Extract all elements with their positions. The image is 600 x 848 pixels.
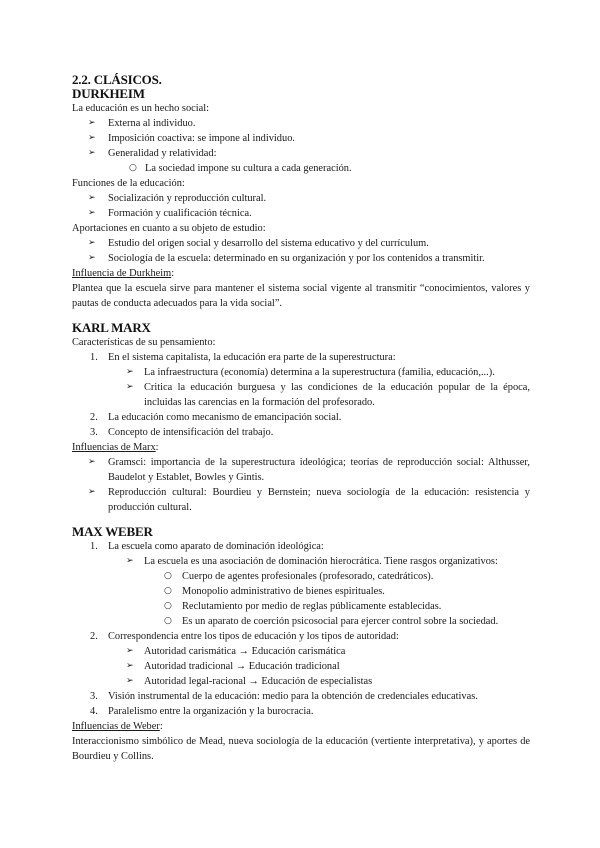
marx-heading: KARL MARX [72, 320, 151, 335]
arrow-bullet-icon: ➢ [88, 193, 96, 203]
list-item: ➢ Autoridad carismática → Educación carismática [126, 646, 346, 657]
marx-intro: Características de su pensamiento: [72, 337, 216, 348]
arrow-bullet-icon: ➢ [126, 556, 134, 566]
list-item: ○ Cuerpo de agentes profesionales (profesorado, catedráticos). [164, 571, 434, 582]
arrow-bullet-icon: ➢ [88, 487, 96, 497]
document-page [72, 73, 530, 764]
durkheim-influence-heading: Influencia de Durkheim: [72, 268, 175, 279]
arrow-bullet-icon: ➢ [88, 118, 96, 128]
arrow-bullet-icon: ➢ [126, 661, 134, 671]
list-item: ➢ Gramsci: importancia de la superestructura ideológica; teorías de reproducción social: Althusser, Baudelot y Establet, Bowles y Gintis. [88, 457, 530, 483]
durkheim-heading: DURKHEIM [72, 86, 145, 101]
list-item: 2. La educación como mecanismo de emancipación social. [90, 412, 342, 423]
durkheim-contrib-label: Aportaciones en cuanto a su objeto de estudio: [72, 223, 266, 234]
arrow-bullet-icon: ➢ [88, 208, 96, 218]
list-item: ➢ Sociología de la escuela: determinado en su organización y por los contenidos a transmitir. [88, 253, 485, 264]
list-item: ➢ Critica la educación burguesa y las condiciones de la educación popular de la época, incluidas las carencias en la formación del profesorado. [126, 382, 530, 408]
list-item: ○ Es un aparato de coerción psicosocial para ejercer control sobre la sociedad. [164, 616, 499, 627]
list-item: ➢ Externa al individuo. [88, 118, 196, 129]
marx-influence-heading: Influencias de Marx: [72, 442, 159, 453]
marx-sublist [72, 365, 530, 410]
circle-bullet-icon: ○ [164, 616, 172, 626]
arrow-bullet-icon: ➢ [88, 253, 96, 263]
durkheim-intro: La educación es un hecho social: [72, 103, 210, 114]
list-item: ○ Monopolio administrativo de bienes espirituales. [164, 586, 385, 597]
weber-item1-subsublist [72, 569, 530, 629]
list-item: 1. La escuela como aparato de dominación ideológica: [90, 541, 324, 552]
durkheim-influence-text: Plantea que la escuela sirve para mantener el sistema social vigente al transmitir “conocimientos, valores y pautas de conducta adecuados para la vida social”. [72, 283, 530, 309]
weber-influence-text: Interaccionismo simbólico de Mead, nueva sociología de la educación (vertiente interpretativa), y aportes de Bourdieu y Collins. [72, 736, 530, 762]
list-item: 3. Visión instrumental de la educación: medio para la obtención de credenciales educativas. [90, 691, 478, 702]
list-item: ➢ Autoridad legal-racional → Educación de especialistas [126, 676, 373, 687]
arrow-bullet-icon: ➢ [126, 382, 134, 392]
list-item: 4. Paralelismo entre la organización y la burocracia. [90, 706, 314, 717]
marx-influences-list [72, 455, 530, 515]
list-item: ➢ Reproducción cultural: Bourdieu y Bernstein; nueva sociología de la educación: resistencia y producción cultural. [88, 487, 530, 513]
durkheim-traits-sublist [72, 161, 530, 176]
weber-influence-heading: Influencias de Weber: [72, 721, 163, 732]
weber-item1-sublist [72, 554, 530, 569]
list-item: 3. Concepto de intensificación del trabajo. [90, 427, 274, 438]
arrow-bullet-icon: ➢ [126, 676, 134, 686]
arrow-bullet-icon: ➢ [126, 367, 134, 377]
list-item: ➢ La escuela es una asociación de dominación hierocrática. Tiene rasgos organizativos: [126, 556, 498, 567]
list-item: ➢ Estudio del origen social y desarrollo del sistema educativo y del currículum. [88, 238, 429, 249]
list-item: ➢ Generalidad y relatividad: [88, 148, 217, 159]
circle-bullet-icon: ○ [129, 163, 137, 173]
weber-heading: MAX WEBER [72, 524, 153, 539]
arrow-bullet-icon: ➢ [126, 646, 134, 656]
arrow-bullet-icon: ➢ [88, 148, 96, 158]
durkheim-functions-label: Funciones de la educación: [72, 178, 185, 189]
weber-item2-sublist [72, 644, 530, 689]
section-title: 2.2. CLÁSICOS. [72, 72, 162, 87]
durkheim-traits-list [72, 116, 530, 161]
durkheim-contrib-list [72, 236, 530, 266]
durkheim-functions-list [72, 191, 530, 221]
weber-list [72, 539, 530, 554]
weber-list-3 [72, 689, 530, 719]
arrow-bullet-icon: ➢ [88, 457, 96, 467]
list-item: ○ La sociedad impone su cultura a cada generación. [129, 163, 352, 174]
list-item: ➢ Formación y cualificación técnica. [88, 208, 252, 219]
arrow-bullet-icon: ➢ [88, 133, 96, 143]
circle-bullet-icon: ○ [164, 601, 172, 611]
list-item: ➢ Autoridad tradicional → Educación tradicional [126, 661, 340, 672]
weber-list-2 [72, 629, 530, 644]
list-item: 1. En el sistema capitalista, la educación era parte de la superestructura: [90, 352, 396, 363]
marx-list-cont [72, 410, 530, 440]
list-item: ➢ Socialización y reproducción cultural. [88, 193, 267, 204]
circle-bullet-icon: ○ [164, 571, 172, 581]
marx-list [72, 350, 530, 365]
list-item: ➢ Imposición coactiva: se impone al individuo. [88, 133, 295, 144]
list-item: 2. Correspondencia entre los tipos de educación y los tipos de autoridad: [90, 631, 399, 642]
list-item: ○ Reclutamiento por medio de reglas públicamente establecidas. [164, 601, 442, 612]
arrow-bullet-icon: ➢ [88, 238, 96, 248]
list-item: ➢ La infraestructura (economía) determina a la superestructura (familia, educación,...). [126, 367, 495, 378]
circle-bullet-icon: ○ [164, 586, 172, 596]
